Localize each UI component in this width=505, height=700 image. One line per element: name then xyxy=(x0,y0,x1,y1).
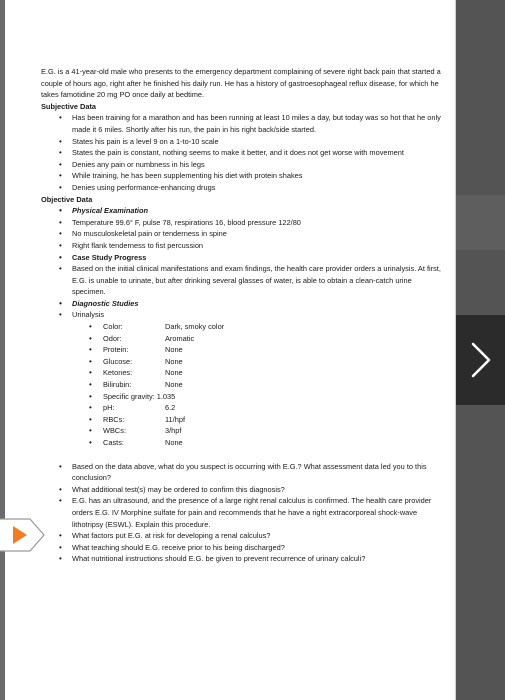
list-item: • States his pain is a level 9 on a 1-to-10 scale xyxy=(41,136,441,148)
case-intro: E.G. is a 41-year-old male who presents to the emergency department complaining of severe right back pain that started a couple of hours ago, right after he finished his daily run. He has a history of gastroesophageal reflux disease, for which he takes famotidine 20 mg PO once daily at bedtime. xyxy=(41,67,441,100)
subjective-heading: Subjective Data xyxy=(41,101,97,111)
list-item xyxy=(41,367,441,379)
document-page xyxy=(5,0,456,700)
list-item xyxy=(41,391,441,403)
question-item: • What factors put E.G. at risk for developing a renal calculus? xyxy=(41,530,441,542)
objective-list xyxy=(41,205,441,321)
list-item: • Denies any pain or numbness in his legs xyxy=(41,159,441,171)
urinalysis-label: • WBCs: xyxy=(103,426,126,436)
urinalysis-label: • Specific gravity: xyxy=(103,391,155,401)
next-page-button[interactable] xyxy=(456,315,505,405)
urinalysis-label: • Bilirubin: xyxy=(103,380,132,390)
urinalysis-value: None xyxy=(165,345,183,355)
list-item: • Temperature 99.6° F, pulse 78, respirations 16, blood pressure 122/80 xyxy=(41,217,441,229)
question-item: • Based on the data above, what do you suspect is occurring with E.G.? What assessment data led you to this conclusion? xyxy=(41,461,441,484)
urinalysis-value: Dark, smoky color xyxy=(165,322,225,332)
urinalysis-value: 6.2 xyxy=(165,403,176,413)
diagnostic-heading: • Diagnostic Studies xyxy=(41,298,441,310)
urinalysis-label: • Protein: xyxy=(103,345,129,355)
urinalysis-value: None xyxy=(165,438,183,447)
list-item xyxy=(41,344,441,356)
urinalysis-label: • RBCs: xyxy=(103,414,125,424)
urinalysis-label: • Odor: xyxy=(103,333,122,343)
question-item: • What additional test(s) may be ordered to confirm this diagnosis? xyxy=(41,484,441,496)
objective-heading: Objective Data xyxy=(41,194,93,204)
list-item: • States the pain is constant, nothing seems to make it better, and it does not get worse with movement xyxy=(41,147,441,159)
urinalysis-value: 11/hpf xyxy=(165,414,185,424)
urinalysis-label: • pH: xyxy=(103,403,115,413)
urinalysis-label: • Casts: xyxy=(103,438,124,447)
urinalysis-value: 1.035 xyxy=(156,391,176,401)
urinalysis-label: • Color: xyxy=(103,322,123,332)
list-item: • Denies using performance-enhancing drugs xyxy=(41,182,441,194)
progress-heading: • Case Study Progress xyxy=(41,252,441,264)
urinalysis-label: • Glucose: xyxy=(103,356,133,366)
urinalysis-value: None xyxy=(165,368,183,378)
list-item xyxy=(41,414,441,426)
list-item xyxy=(41,425,441,437)
subjective-list xyxy=(41,112,441,193)
urinalysis-value: Aromatic xyxy=(165,333,195,343)
list-item xyxy=(41,356,441,368)
play-button[interactable] xyxy=(0,518,46,552)
list-item: • Has been training for a marathon and has been running at least 10 miles a day, but today was so hot that he only made it 6 miles. Shortly after his run, the pain in his right back/side started. xyxy=(41,112,441,135)
play-icon xyxy=(0,518,46,552)
urinalysis-list xyxy=(41,321,441,449)
question-item: • E.G. has an ultrasound, and the presence of a large right renal calculus is confirmed. The health care provider orders E.G. IV Morphine sulfate for pain and recommends that he have a right extracorporeal shock-wave lithotripsy (ESWL). Explain this procedure. xyxy=(41,495,441,530)
urinalysis-value: None xyxy=(165,356,183,366)
list-item xyxy=(41,379,441,391)
urinalysis-label: • Ketones: xyxy=(103,368,133,378)
question-item: • What teaching should E.G. receive prior to his being discharged? xyxy=(41,542,441,554)
list-item: • While training, he has been supplementing his diet with protein shakes xyxy=(41,170,441,182)
progress-text: • Based on the initial clinical manifestations and exam findings, the health care provider orders a urinalysis. At first, E.G. is unable to urinate, but after drinking several glasses of water, is able to obtain a clean-catch urine specimen. xyxy=(41,263,441,298)
spacer xyxy=(41,449,441,461)
list-item xyxy=(41,321,441,333)
physical-exam-heading: • Physical Examination xyxy=(41,205,441,217)
urinalysis-value: None xyxy=(165,380,183,390)
urinalysis-value: 3/hpf xyxy=(165,426,182,436)
case-study-text xyxy=(41,66,441,565)
question-item: • What nutritional instructions should E.G. be given to prevent recurrence of urinary calculi? xyxy=(41,553,441,565)
list-item: • Right flank tenderness to fist percussion xyxy=(41,240,441,252)
right-panel-highlight xyxy=(456,195,505,250)
list-item xyxy=(41,437,441,449)
chevron-right-icon xyxy=(468,340,494,380)
list-item xyxy=(41,333,441,345)
urinalysis-heading: • Urinalysis xyxy=(41,309,441,321)
list-item xyxy=(41,402,441,414)
questions-list xyxy=(41,461,441,565)
list-item: • No musculoskeletal pain or tenderness in spine xyxy=(41,228,441,240)
